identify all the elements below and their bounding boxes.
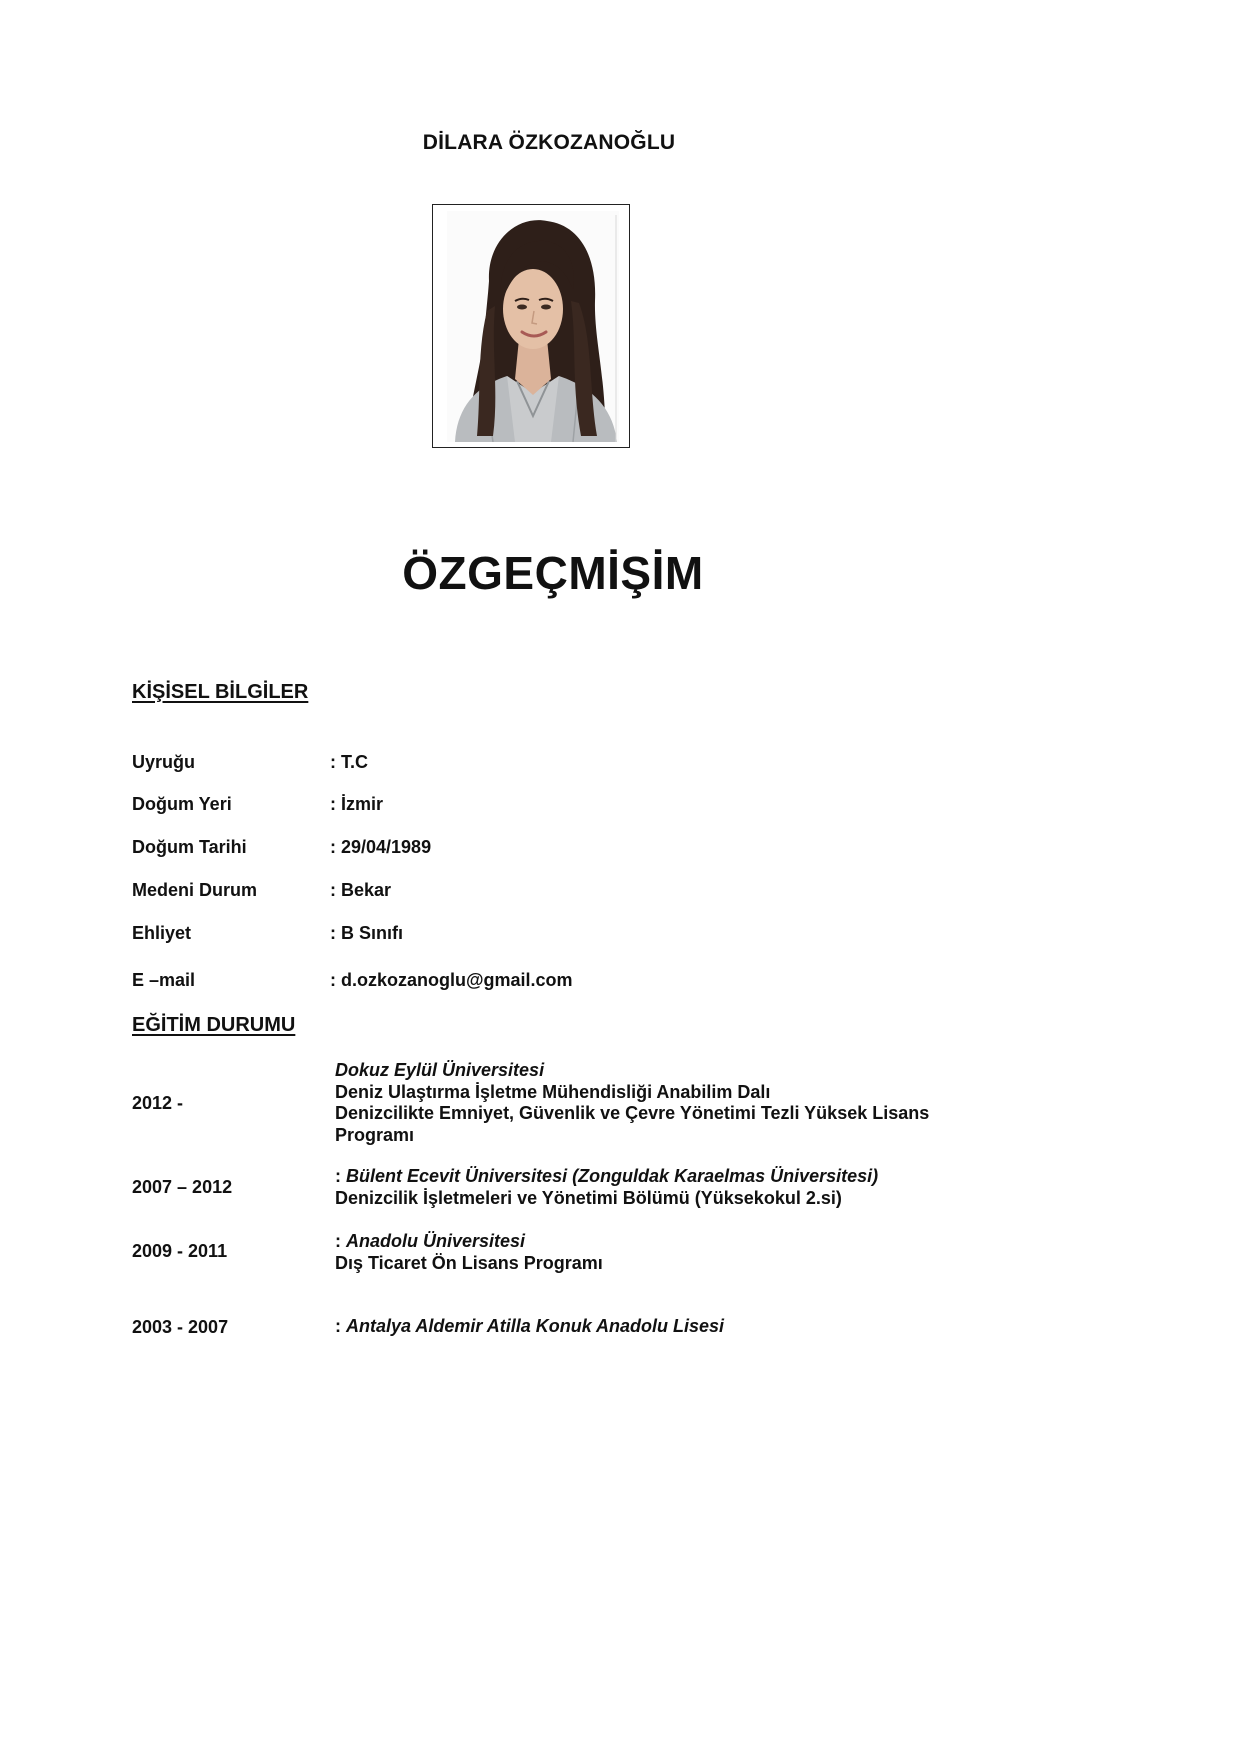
- education-institution: Bülent Ecevit Üniversitesi (Zonguldak Karaelmas Üniversitesi): [346, 1166, 879, 1186]
- person-name: DİLARA ÖZKOZANOĞLU: [422, 131, 676, 154]
- education-institution: Anadolu Üniversitesi: [346, 1231, 526, 1251]
- birthplace-value: : İzmir: [330, 794, 384, 814]
- education-institution-line: [335, 1316, 975, 1338]
- education-entry: [335, 1166, 975, 1209]
- birthplace-label: Doğum Yeri: [132, 794, 232, 814]
- profile-photo: [447, 211, 619, 442]
- marital-status-value: : Bekar: [330, 880, 392, 900]
- education-prefix: :: [335, 1231, 346, 1251]
- education-prefix: :: [335, 1316, 346, 1336]
- education-years: 2007 – 2012: [132, 1177, 233, 1197]
- email-value: : d.ozkozanoglu@gmail.com: [330, 970, 573, 990]
- education-institution: Antalya Aldemir Atilla Konuk Anadolu Lisesi: [346, 1316, 725, 1336]
- education-entry: [335, 1231, 975, 1274]
- marital-status-label: Medeni Durum: [132, 880, 258, 900]
- education-years: 2009 - 2011: [132, 1241, 228, 1261]
- education-institution-line: [335, 1060, 975, 1082]
- nationality-label: Uyruğu: [132, 752, 195, 772]
- education-years: 2012 -: [132, 1093, 184, 1113]
- profile-photo-frame: [432, 204, 630, 448]
- education-detail: Deniz Ulaştırma İşletme Mühendisliği Anabilim Dalı: [335, 1081, 771, 1102]
- birthdate-value: : 29/04/1989: [330, 837, 432, 857]
- education-institution-line: [335, 1231, 975, 1253]
- driving-license-label: Ehliyet: [132, 923, 192, 943]
- personal-info-heading: KİŞİSEL BİLGİLER: [132, 681, 309, 703]
- education-prefix: :: [335, 1166, 346, 1186]
- document-title: ÖZGEÇMİŞİM: [402, 547, 704, 599]
- driving-license-value: : B Sınıfı: [330, 923, 403, 943]
- education-detail: Dış Ticaret Ön Lisans Programı: [335, 1252, 603, 1273]
- email-label: E –mail: [132, 970, 196, 990]
- nationality-value: : T.C: [330, 752, 368, 772]
- education-institution-line: [335, 1166, 975, 1188]
- education-detail: Denizcilik İşletmeleri ve Yönetimi Bölümü (Yüksekokul 2.si): [335, 1187, 842, 1208]
- education-entry: [335, 1060, 975, 1146]
- education-years: 2003 - 2007: [132, 1317, 229, 1337]
- education-entry: [335, 1316, 975, 1338]
- education-institution: Dokuz Eylül Üniversitesi: [335, 1060, 545, 1080]
- birthdate-label: Doğum Tarihi: [132, 837, 247, 857]
- education-heading: EĞİTİM DURUMU: [132, 1014, 296, 1036]
- education-detail: Denizcilikte Emniyet, Güvenlik ve Çevre Yönetimi Tezli Yüksek Lisans Programı: [335, 1103, 930, 1145]
